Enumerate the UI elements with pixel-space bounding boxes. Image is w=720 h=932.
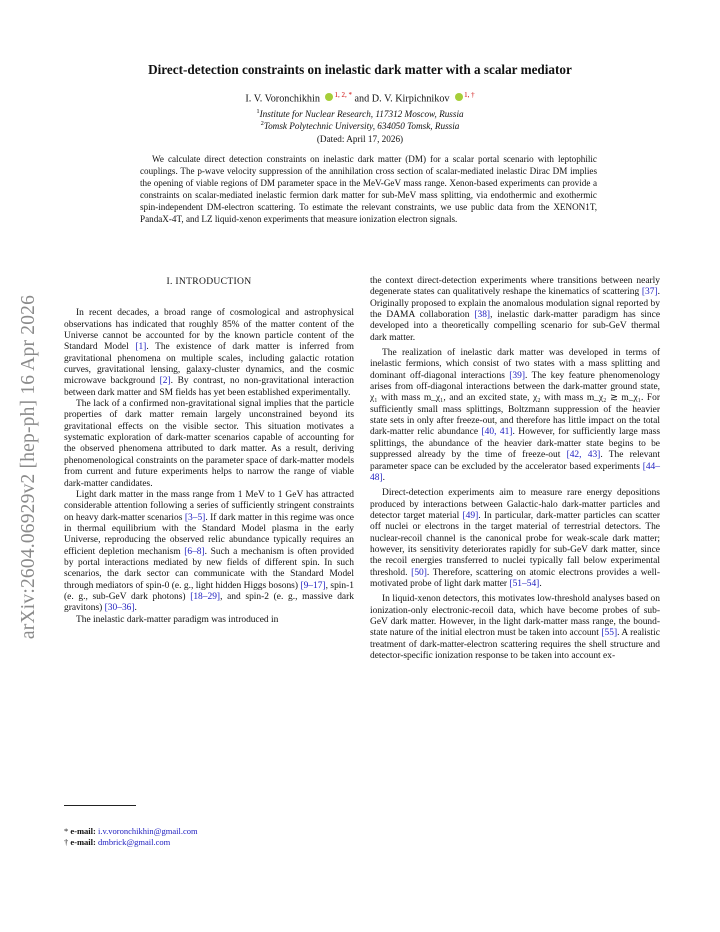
author-1-marks[interactable]: 1, 2, * xyxy=(334,91,352,99)
dated-line: (Dated: April 17, 2026) xyxy=(316,134,404,144)
affiliation-text: Institute for Nuclear Research, 117312 Moscow, Russia xyxy=(259,109,464,120)
paragraph-text: . xyxy=(134,603,137,614)
footnote-rule xyxy=(64,805,136,806)
paragraph-text: the context direct-detection experiments where transitions between nearly degenerate states can qualitatively reshape the kinematics of scattering xyxy=(370,276,660,298)
paragraph-text: The realization of inelastic dark matter was developed in terms of inelastic fermions, which consist of two states with a mass splitting and dominant off-diagonal interactions xyxy=(370,348,660,381)
citation-link[interactable]: [6–8] xyxy=(184,546,205,557)
author-2-marks[interactable]: 1, † xyxy=(464,91,475,99)
email-link[interactable]: i.v.voronchikhin@gmail.com xyxy=(98,826,198,836)
footnote-label: e-mail: xyxy=(70,837,98,848)
paragraph-text: . By contrast, no non-gravitational interaction between dark matter and SM fields has yet been established experimentally. xyxy=(64,376,354,398)
paragraph-text: . The relevant parameter space can be excluded by the accelerator based experiments xyxy=(370,450,660,472)
citation-link[interactable]: [3–5] xyxy=(184,512,206,523)
affiliation-1 xyxy=(60,108,660,119)
paragraph-text: . Such a mechanism is often provided by portal interactions mediated by new fields of different spin. In such scenarios, the dark sector can communicate with the Standard Model through mediators of spin-0 (e. g., light hidden Higgs bosons) xyxy=(64,546,354,591)
body-paragraph xyxy=(370,488,660,590)
paragraph-text: . If dark matter in this regime was once in thermal equilibrium with the Standard Model plasma in the early Universe, reproducing the observed relic abundance typically requires an efficient depletion mechanism xyxy=(64,512,354,557)
paragraph-text: In liquid-xenon detectors, this motivates low-threshold analyses based on ionization-only electronic-recoil data, which have become probes of sub-GeV dark matter. However, in the light dark-matter mass range, the bound-state nature of the initial electron must be taken into account xyxy=(370,594,660,639)
body-paragraph xyxy=(64,490,354,615)
abstract: We calculate direct detection constraints on inelastic dark matter (DM) for a scalar portal scenario with leptophilic couplings. The p-wave velocity suppression of the annihilation cross section of scalar-mediated inelastic Dirac DM implies the opening of viable regions of DM parameter space in the MeV-GeV mass range. Xenon-based experiments can provide a constraints on scalar-mediated inelastic fermion dark matter for sub-MeV mass splitting, via endothermic and exothermic spin-independent DM-electron scattering. To estimate the relevant constraints, we use public data from the XENON1T, PandaX-4T, and LZ liquid-xenon experiments that measure ionization electron signals. xyxy=(140,154,597,225)
right-column xyxy=(370,276,660,662)
citation-link[interactable]: [49] xyxy=(462,510,479,521)
email-link[interactable]: dmbrick@gmail.com xyxy=(98,837,171,848)
citation-link[interactable]: [9–17] xyxy=(300,580,326,591)
citation-link[interactable]: [2] xyxy=(159,376,171,387)
citation-link[interactable]: [37] xyxy=(641,287,658,298)
body-paragraph xyxy=(370,276,660,344)
author-line xyxy=(60,91,660,104)
arxiv-identifier: arXiv:2604.06929v2 [hep-ph] 16 Apr 2026 xyxy=(18,294,39,640)
orcid-icon[interactable] xyxy=(455,93,463,101)
author-1[interactable]: I. V. Voronchikhin xyxy=(245,93,320,105)
citation-link[interactable]: [51–54] xyxy=(509,578,540,589)
paragraph-text: The inelastic dark-matter paradigm was introduced in xyxy=(76,614,279,625)
paragraph-text: . xyxy=(539,578,542,589)
paragraph-text: Direct-detection experiments aim to measure rare energy depositions produced by interactions between Galactic-halo dark-matter particles and detector target material xyxy=(370,488,660,521)
paragraph-text: . The existence of dark matter is inferred from gravitational phenomena on multiple scales, including galactic rotation curves, gravitational lensing, galaxy-cluster dynamics, and the cosmic microwave background xyxy=(64,342,355,387)
body-paragraph xyxy=(370,348,660,484)
footnote-label: e-mail: xyxy=(70,826,98,836)
paragraph-text: , spin-1 (e. g., sub-GeV dark photons) xyxy=(64,580,354,602)
paragraph-text: . xyxy=(382,472,385,483)
citation-link[interactable]: [44–48] xyxy=(370,461,660,483)
section-heading: I. INTRODUCTION xyxy=(166,276,252,287)
body-paragraph xyxy=(64,399,354,490)
citation-link[interactable]: [38] xyxy=(474,310,491,321)
citation-link[interactable]: [18–29] xyxy=(190,591,221,602)
author-connector: and xyxy=(354,93,370,105)
body-paragraph xyxy=(64,308,354,399)
paragraph-text: Light dark matter in the mass range from 1 MeV to 1 GeV has attracted considerable attention following a series of sufficiently stringent constraints on heavy dark-matter scenarios xyxy=(64,489,354,523)
affiliation-text: Tomsk Polytechnic University, 634050 Tomsk, Russia xyxy=(263,121,460,132)
body-paragraph xyxy=(370,594,660,662)
paragraph-text: . The key feature phenomenology arises from off-diagonal interactions between the dark-matter ground state, χ₁ with mass m_χ₁, and an excited state, χ₂ with mass m_χ₂ ≳ m_χ₁. For sufficiently small mass splittings, Boltzmann suppression of the heavier state sets in only after freeze-out, and therefore has little impact on the total dark-matter relic abundance xyxy=(370,370,660,438)
paragraph-text: . Therefore, scattering on atomic electrons provides a well-motivated probe of light dark matter xyxy=(370,567,661,589)
author-2[interactable]: D. V. Kirpichnikov xyxy=(371,93,450,105)
paper-title: Direct-detection constraints on inelastic dark matter with a scalar mediator xyxy=(148,62,572,77)
body-paragraph xyxy=(64,615,354,626)
paragraph-text: . However, for sufficiently large mass splittings, the abundance of the heavier dark-matter state begins to be suppressed already by the time of freeze-out xyxy=(370,427,660,461)
left-column xyxy=(64,276,354,626)
citation-link[interactable]: [1] xyxy=(135,342,147,353)
orcid-icon[interactable] xyxy=(325,93,333,101)
paragraph-text: . Originally proposed to explain the anomalous modulation signal reported by the DAMA collaboration xyxy=(370,287,660,321)
paragraph-text: , inelastic dark-matter paradigm has since developed into a theoretically compelling scenario for sub-GeV thermal dark matter. xyxy=(370,310,661,343)
footnote-mark: † xyxy=(64,837,71,848)
paragraph-text: . A realistic treatment of dark-matter-electron scattering requires the shell structure and detector-specific ionization response to be taken into account ex- xyxy=(370,628,660,661)
paragraph-text: In recent decades, a broad range of cosmological and astrophysical observations has indicated that roughly 85% of the matter content of the Universe cannot be accounted for by the known particle content of the Standard Model xyxy=(64,308,354,353)
paragraph-text: The lack of a confirmed non-gravitational signal implies that the particle properties of dark matter remain largely unconstrained beyond its gravitational effects on the visible sector. This situation motivates a systematic exploration of dark-matter scenarios capable of accounting for the observed phenomena attributed to dark matter. As a result, deriving phenomenological constraints on the parameter space of dark-matter models from current and future experiments helps to narrow the range of viable dark-matter candidates. xyxy=(64,399,354,489)
footnote-item xyxy=(64,837,364,848)
affiliation-2 xyxy=(60,120,660,131)
affiliation-mark: 1 xyxy=(256,108,260,115)
citation-link[interactable]: [30–36] xyxy=(104,603,135,614)
citation-link[interactable]: [55] xyxy=(601,628,618,639)
footnotes xyxy=(64,826,364,849)
footnote-mark: * xyxy=(64,826,71,836)
affiliation-mark: 2 xyxy=(260,120,264,127)
footnote-item xyxy=(64,826,364,837)
citation-link[interactable]: [42, 43] xyxy=(566,450,601,461)
paragraph-text: . In particular, dark-matter particles can scatter off nuclei or electrons in the target material of terrestrial detectors. The nuclear-recoil channel is the canonical probe for weak-scale dark matter; however, its sensitivity deteriorates rapidly for sub-GeV dark matter, since the recoil energies transferred to nuclei typically fall below experimental threshold. xyxy=(370,510,660,578)
citation-link[interactable]: [40, 41] xyxy=(481,427,513,438)
paragraph-text: , and spin-2 (e. g., massive dark gravitons) xyxy=(64,591,354,614)
citation-link[interactable]: [50] xyxy=(411,567,427,578)
citation-link[interactable]: [39] xyxy=(509,370,526,381)
